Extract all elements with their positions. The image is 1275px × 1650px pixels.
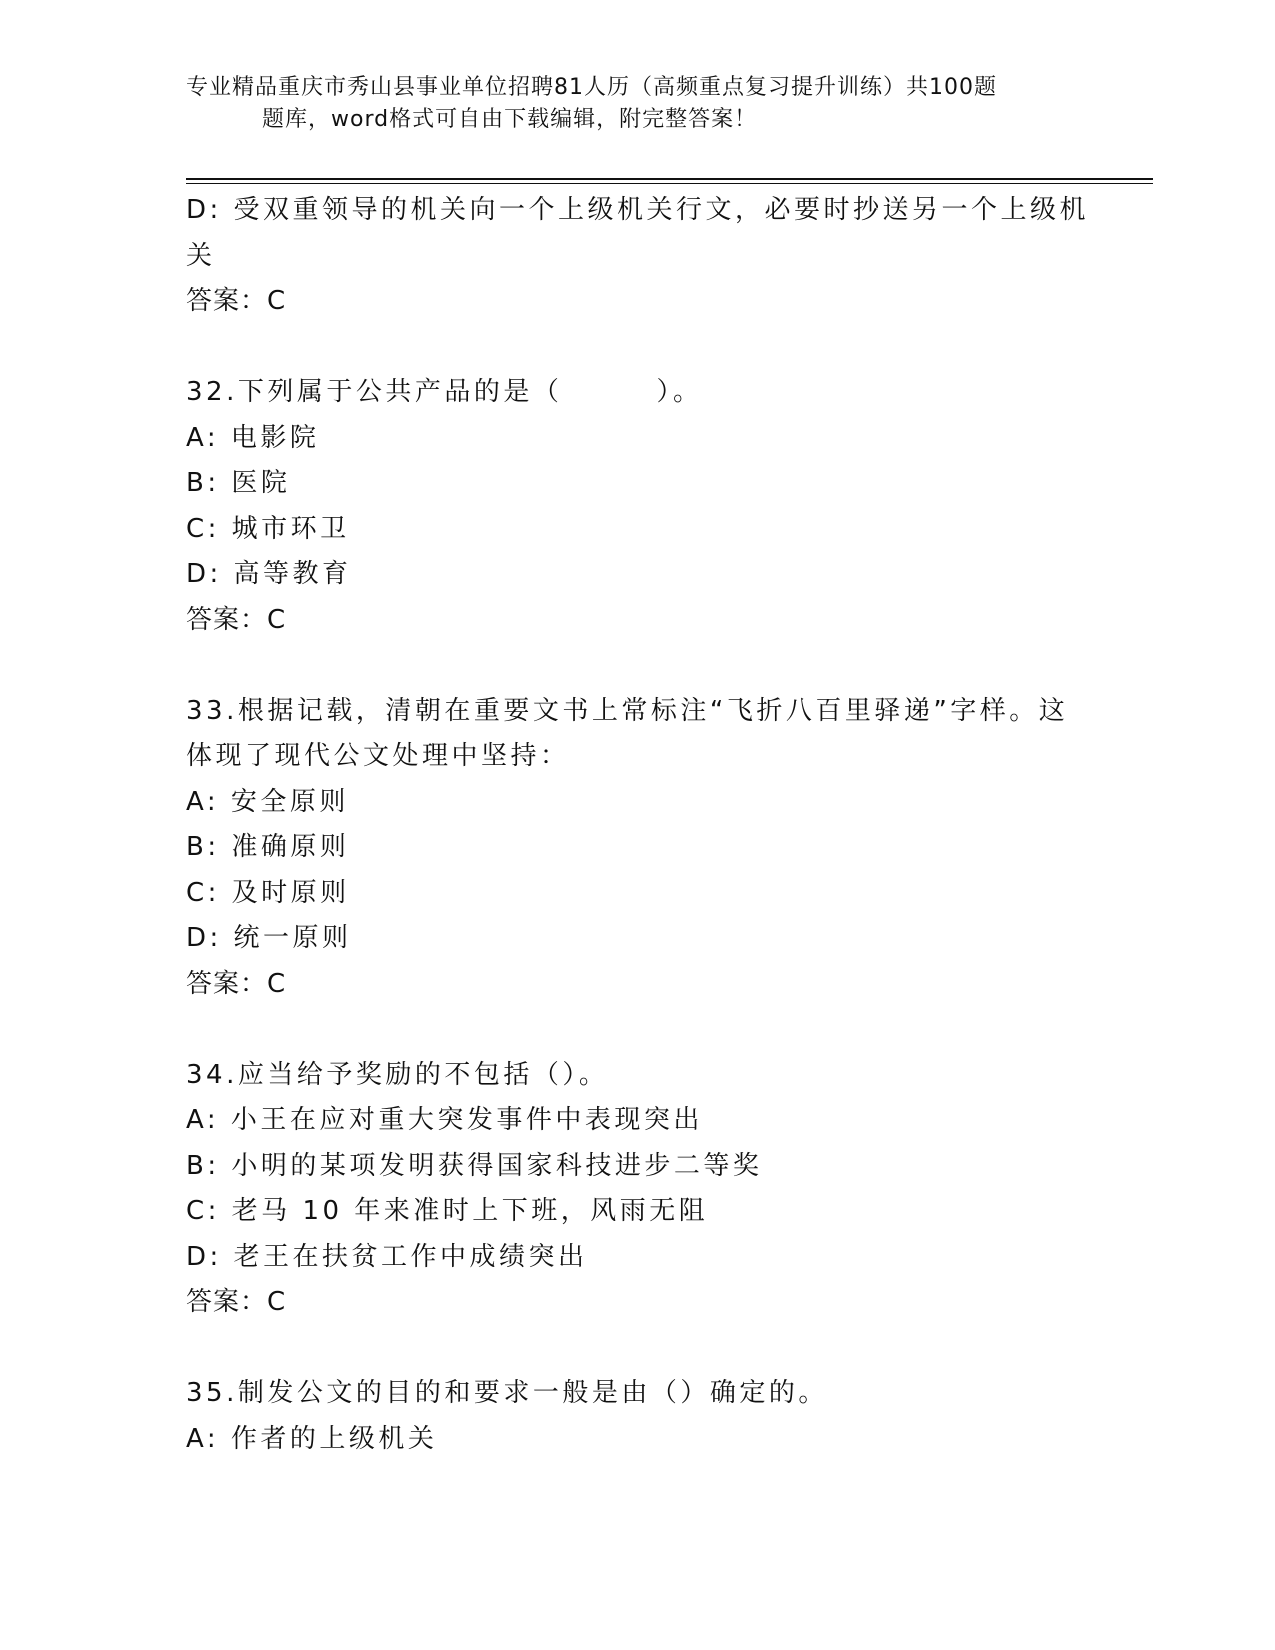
question-34 bbox=[186, 1053, 1086, 1326]
question-stem: 32.下列属于公共产品的是（ ）。 bbox=[186, 377, 703, 407]
option-d: D: 受双重领导的机关向一个上级机关行文，必要时抄送另一个上级机 bbox=[186, 195, 1090, 225]
answer-line: 答案：C bbox=[186, 968, 287, 999]
answer-line: 答案：C bbox=[186, 604, 287, 635]
option-b: B: 小明的某项发明获得国家科技进步二等奖 bbox=[186, 1150, 763, 1181]
question-fragment bbox=[186, 188, 1090, 325]
header-divider-thick bbox=[186, 178, 1153, 180]
option-a: A: 安全原则 bbox=[186, 786, 349, 817]
document-body bbox=[186, 188, 1090, 1462]
question-stem-continued: 体现了现代公文处理中坚持： bbox=[186, 741, 570, 771]
question-stem: 35.制发公文的目的和要求一般是由（）确定的。 bbox=[186, 1378, 828, 1408]
header-divider-thin bbox=[186, 183, 1153, 184]
answer-line: 答案：C bbox=[186, 1287, 287, 1317]
answer-line: 答案：C bbox=[186, 286, 287, 316]
option-a: A: 作者的上级机关 bbox=[186, 1423, 438, 1454]
question-33 bbox=[186, 689, 1086, 1008]
option-d-continued: 关 bbox=[186, 240, 216, 271]
option-d: D: 统一原则 bbox=[186, 923, 352, 953]
option-c: C: 老马 10 年来准时上下班，风雨无阻 bbox=[186, 1196, 709, 1226]
option-a: A: 小王在应对重大突发事件中表现突出 bbox=[186, 1105, 703, 1135]
question-35 bbox=[186, 1371, 1086, 1462]
question-stem: 33.根据记载，清朝在重要文书上常标注“飞折八百里驿递”字样。这 bbox=[186, 695, 1069, 726]
option-c: C: 城市环卫 bbox=[186, 513, 350, 544]
option-c: C: 及时原则 bbox=[186, 877, 350, 908]
option-d: D: 高等教育 bbox=[186, 559, 352, 589]
document-header bbox=[186, 72, 1086, 136]
option-a: A: 电影院 bbox=[186, 422, 320, 453]
question-stem: 34.应当给予奖励的不包括（）。 bbox=[186, 1059, 609, 1090]
question-32 bbox=[186, 370, 1086, 643]
header-title-line2: 题库，word格式可自由下载编辑，附完整答案！ bbox=[262, 107, 758, 132]
header-title-line1: 专业精品重庆市秀山县事业单位招聘81人历（高频重点复习提升训练）共100题 bbox=[186, 75, 997, 100]
option-d: D: 老王在扶贫工作中成绩突出 bbox=[186, 1241, 588, 1272]
option-b: B: 医院 bbox=[186, 468, 291, 498]
option-b: B: 准确原则 bbox=[186, 832, 350, 862]
